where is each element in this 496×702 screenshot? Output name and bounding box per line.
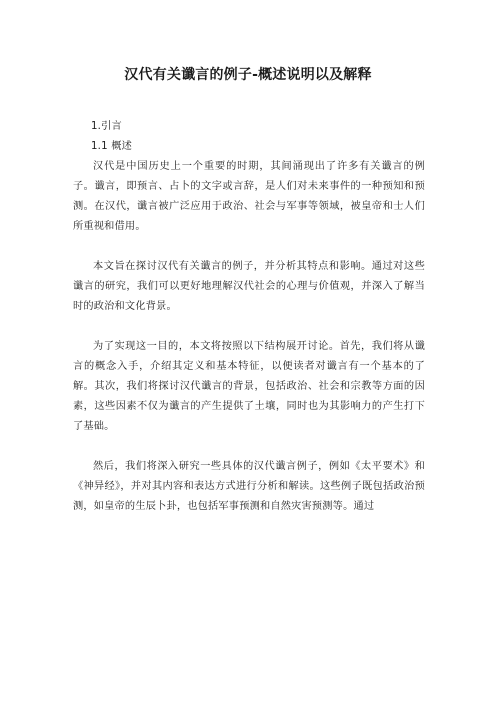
document-title: 汉代有关谶言的例子-概述说明以及解释 — [124, 67, 372, 83]
section-heading-intro: 1.引言 — [91, 121, 122, 132]
paragraph: 本文旨在探讨汉代有关谶言的例子，并分析其特点和影响。通过对这些谶言的研究，我们可以更好地理解汉代社会的心理与价值观，并深入了解当时的政治和文化背景。 — [73, 261, 425, 312]
paragraph-gap — [73, 437, 425, 457]
document-body — [73, 117, 425, 517]
paragraph: 然后，我们将深入研究一些具体的汉代谶言例子，例如《太平要术》和《神异经》，并对其内容和表达方式进行分析和解读。这些例子既包括政治预测，如皇帝的生辰卜卦，也包括军事预测和自然灾害预测等。通过 — [73, 461, 425, 512]
paragraph-gap — [73, 237, 425, 257]
paragraph-gap — [73, 317, 425, 337]
paragraph: 为了实现这一目的，本文将按照以下结构展开讨论。首先，我们将从谶言的概念入手，介绍其定义和基本特征，以便读者对谶言有一个基本的了解。其次，我们将探讨汉代谶言的背景，包括政治、社会和宗教等方面的因素，这些因素不仅为谶言的产生提供了土壤，同时也为其影响力的产生打下了基础。 — [73, 341, 425, 432]
paragraph: 汉代是中国历史上一个重要的时期，其间涌现出了许多有关谶言的例子。谶言，即预言、占卜的文字或言辞，是人们对未来事件的一种预知和预测。在汉代，谶言被广泛应用于政治、社会与军事等领域，被皇帝和士人们所重视和借用。 — [73, 161, 425, 232]
section-heading-overview: 1.1 概述 — [91, 141, 133, 152]
